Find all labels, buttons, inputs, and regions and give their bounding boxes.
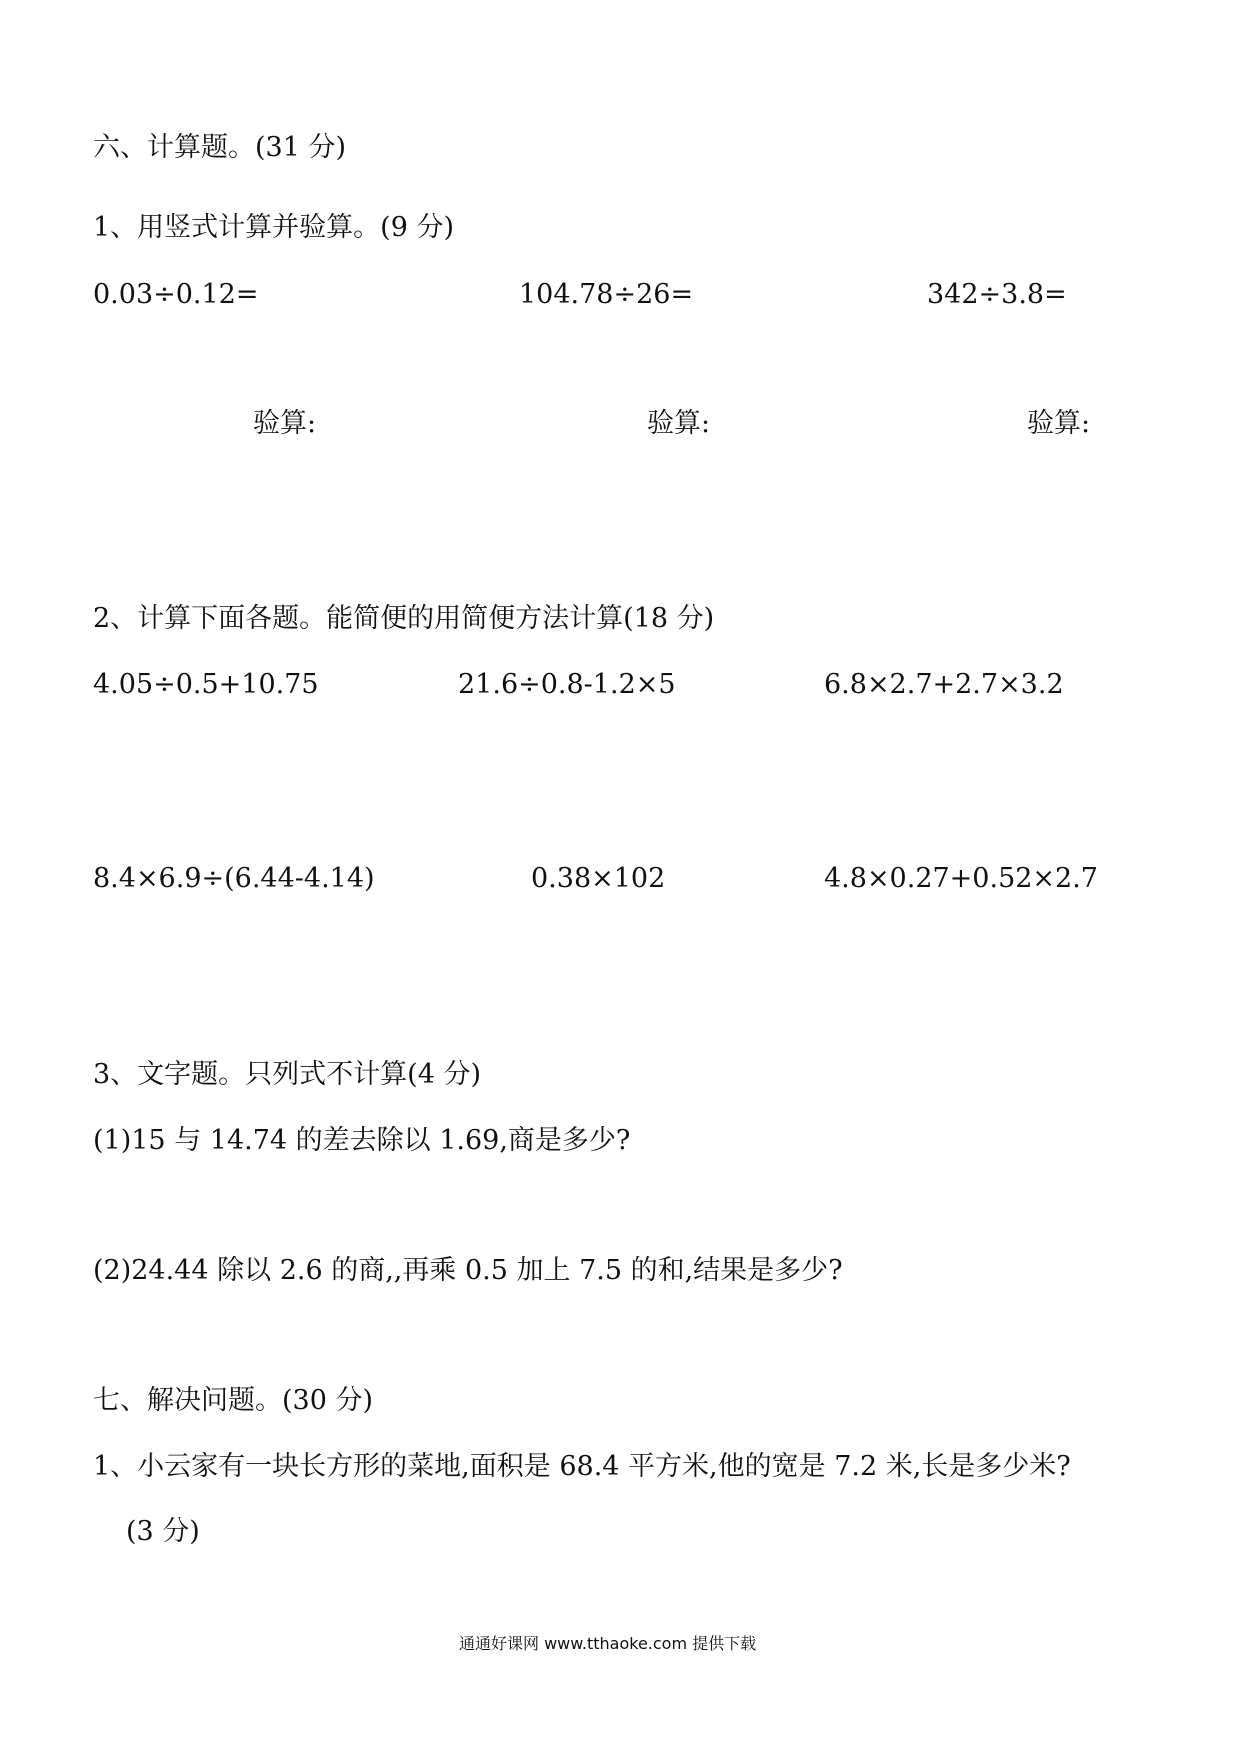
division-problem-2: 104.78÷26= xyxy=(519,279,694,310)
word-problem-2: (2)24.44 除以 2.6 的商,,再乘 0.5 加上 7.5 的和,结果是多少? xyxy=(93,1255,843,1286)
check-label-3: 验算: xyxy=(1027,408,1091,439)
expression-6: 4.8×0.27+0.52×2.7 xyxy=(824,863,1098,894)
page-footer: 通通好课网 www.tthaoke.com 提供下载 xyxy=(459,1634,757,1653)
question-2-title: 2、计算下面各题。能简便的用简便方法计算(18 分) xyxy=(93,603,715,634)
expression-4: 8.4×6.9÷(6.44-4.14) xyxy=(93,863,375,894)
division-problem-1: 0.03÷0.12= xyxy=(93,279,259,310)
section-6-title: 六、计算题。(31 分) xyxy=(93,132,347,163)
expression-2: 21.6÷0.8-1.2×5 xyxy=(458,669,676,700)
section-7-title: 七、解决问题。(30 分) xyxy=(93,1385,374,1416)
check-label-1: 验算: xyxy=(253,408,317,439)
division-problem-3: 342÷3.8= xyxy=(927,279,1067,310)
expression-5: 0.38×102 xyxy=(531,863,666,894)
problem-1-points: (3 分) xyxy=(126,1516,200,1547)
word-problem-1: (1)15 与 14.74 的差去除以 1.69,商是多少? xyxy=(93,1125,631,1156)
expression-3: 6.8×2.7+2.7×3.2 xyxy=(824,669,1064,700)
check-label-2: 验算: xyxy=(647,408,711,439)
question-1-title: 1、用竖式计算并验算。(9 分) xyxy=(93,212,455,243)
problem-1-text: 1、小云家有一块长方形的菜地,面积是 68.4 平方米,他的宽是 7.2 米,长是多少米? xyxy=(93,1451,1071,1482)
expression-1: 4.05÷0.5+10.75 xyxy=(93,669,319,700)
question-3-title: 3、文字题。只列式不计算(4 分) xyxy=(93,1059,482,1090)
